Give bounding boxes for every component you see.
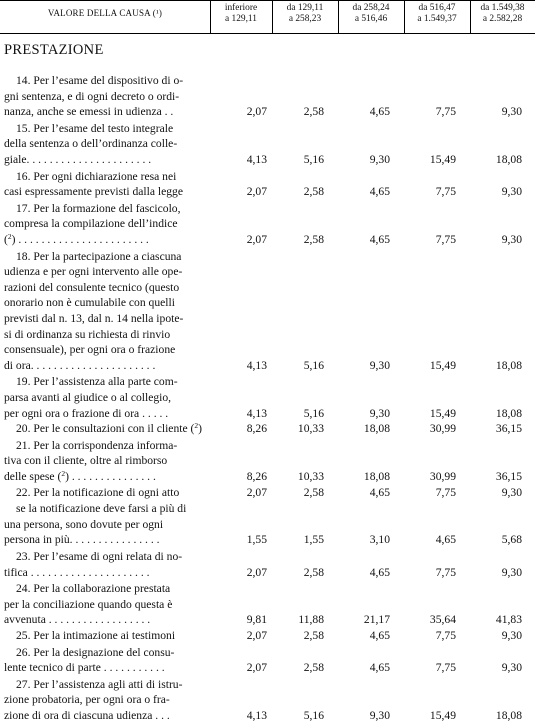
description-line: 25. Per la intimazione ai testimoni: [16, 629, 176, 642]
fee-value-col-3: 4,65: [369, 565, 390, 579]
fee-value-col-1: 8,26: [246, 422, 267, 436]
fee-value-col-1: 2,07: [246, 105, 267, 119]
fee-value-col-3: 4,65: [369, 105, 390, 119]
fee-description: [4, 121, 210, 168]
fee-value-col-1: 2,07: [246, 565, 267, 579]
fee-value-col-4: 15,49: [429, 708, 456, 722]
fee-value-col-5: 41,83: [495, 613, 522, 627]
fee-value-col-4: 7,75: [435, 661, 456, 675]
section-title: PRESTAZIONE: [4, 42, 104, 58]
fee-value-col-4: 15,49: [429, 358, 456, 372]
description-line: persona in più. . . . . . . . . . . . . . . .: [4, 533, 160, 547]
fee-value-col-5: 18,08: [495, 708, 522, 722]
fee-value-col-4: 7,75: [435, 565, 456, 579]
fee-description: [4, 73, 210, 120]
fee-value-col-2: 2,58: [303, 232, 324, 246]
fee-value-col-4: 7,75: [435, 629, 456, 642]
fee-description: [4, 249, 210, 374]
fee-value-col-1: 2,07: [246, 485, 267, 499]
description-line: avvenuta . . . . . . . . . . . . . . . . . .: [4, 613, 151, 627]
fee-value-col-5: 9,30: [501, 661, 522, 675]
fee-value-col-5: 9,30: [501, 485, 522, 499]
fee-description: [4, 677, 210, 724]
fee-value-col-1: 2,07: [246, 185, 267, 199]
table-row: [0, 485, 535, 501]
fee-value-col-5: 9,30: [501, 105, 522, 119]
fee-value-col-1: 9,81: [246, 613, 267, 627]
fee-value-col-3: 4,65: [369, 185, 390, 199]
table-row: [0, 581, 535, 628]
table-row: [0, 645, 535, 676]
fee-value-col-2: 1,55: [303, 533, 324, 547]
description-line: udienza e per ogni intervento alle ope-: [4, 265, 183, 279]
description-line: 23. Per l’esame di ogni relata di no-: [16, 550, 183, 563]
fee-value-col-2: 10,33: [297, 469, 324, 483]
description-line: tifica . . . . . . . . . . . . . . . . . . . . .: [4, 565, 150, 579]
header-col-3: [338, 3, 404, 25]
fee-value-col-4: 7,75: [435, 485, 456, 499]
fee-value-col-1: 2,07: [246, 232, 267, 246]
fee-value-col-2: 5,16: [303, 406, 324, 420]
header-top-rule: [0, 0, 535, 1]
fee-value-col-3: 9,30: [369, 152, 390, 166]
fee-value-col-3: 18,08: [363, 469, 390, 483]
header-col-5-line-1: da 1.549,38: [480, 3, 525, 13]
fee-value-col-2: 5,16: [303, 358, 324, 372]
table-row: [0, 677, 535, 724]
table-row: [0, 549, 535, 580]
table-row: [0, 628, 535, 644]
description-line: 27. Per l’assistenza agli atti di istru-: [16, 677, 183, 691]
fee-value-col-2: 2,58: [303, 629, 324, 642]
fee-value-col-3: 18,08: [363, 422, 390, 436]
fee-description: [4, 374, 210, 421]
fee-description: [4, 201, 210, 248]
table-header: [0, 0, 535, 34]
fee-value-col-3: 4,65: [369, 661, 390, 675]
fee-value-col-1: 4,13: [246, 358, 267, 372]
fee-value-col-3: 9,30: [369, 358, 390, 372]
fee-value-col-3: 3,10: [369, 533, 390, 547]
header-col-2-line-1: da 129,11: [286, 3, 324, 13]
header-col-5-line-2: a 2.582,28: [482, 14, 523, 24]
description-line: 17. Per la formazione del fascicolo,: [16, 201, 181, 215]
header-col-5: [470, 3, 535, 25]
fee-value-col-1: 4,13: [246, 152, 267, 166]
description-line: per ogni ora o frazione di ora . . . . .: [4, 406, 169, 420]
description-line: 26. Per la designazione del consu-: [16, 645, 175, 659]
description-line: si di ordinanza su richiesta di rinvio: [4, 327, 171, 341]
fee-value-col-5: 36,15: [495, 469, 522, 483]
fee-value-col-4: 15,49: [429, 406, 456, 420]
description-line: onorario non è cumulabile con quelli: [4, 296, 175, 310]
description-line: tiva con il cliente, oltre al rimborso: [4, 454, 168, 468]
fee-value-col-5: 18,08: [495, 152, 522, 166]
fee-value-col-1: 1,55: [246, 533, 267, 547]
table-row: [0, 421, 535, 437]
description-line: parsa avanti al giudice o al collegio,: [4, 390, 172, 404]
fee-value-col-2: 2,58: [303, 105, 324, 119]
fee-value-col-4: 7,75: [435, 232, 456, 246]
fee-value-col-2: 5,16: [303, 708, 324, 722]
fee-value-col-5: 9,30: [501, 232, 522, 246]
fee-description: [4, 549, 210, 580]
description-line: 14. Per l’esame del dispositivo di o-: [16, 74, 184, 87]
fee-value-col-4: 7,75: [435, 105, 456, 119]
fee-value-col-4: 15,49: [429, 152, 456, 166]
description-line: giale. . . . . . . . . . . . . . . . . . . . . .: [4, 152, 152, 166]
fee-value-col-3: 21,17: [363, 613, 390, 627]
fee-value-col-1: 2,07: [246, 629, 267, 642]
fee-description: [4, 501, 210, 548]
fee-value-col-1: 2,07: [246, 661, 267, 675]
description-line: zione probatoria, per ogni ora o fra-: [4, 693, 170, 707]
fee-description: [4, 169, 210, 200]
table-row: [0, 374, 535, 421]
description-line: previsti dal n. 13, dal n. 14 nella ipote-: [4, 311, 184, 325]
fee-value-col-5: 18,08: [495, 406, 522, 420]
description-line: nanza, anche se emessi in udienza . .: [4, 105, 174, 119]
description-line: delle spese ($^2$) . . . . . . . . . . . . . . .: [4, 468, 156, 483]
description-line: della sentenza o dell’ordinanza colle-: [4, 137, 178, 151]
fee-value-col-2: 2,58: [303, 485, 324, 499]
fee-description: [4, 485, 210, 501]
description-line: compresa la compilazione dell’indice: [4, 217, 178, 231]
fee-value-col-4: 30,99: [429, 469, 456, 483]
fee-value-col-2: 11,88: [298, 613, 324, 627]
table-row: [0, 169, 535, 200]
header-col-4-line-1: da 516,47: [418, 3, 456, 13]
fee-value-col-2: 5,16: [303, 152, 324, 166]
description-line: zione di ora di ciascuna udienza . . .: [4, 708, 170, 722]
description-line: 21. Per la corrispondenza informa-: [16, 438, 178, 452]
fee-value-col-5: 36,15: [495, 422, 522, 436]
fee-value-col-5: 5,68: [501, 533, 522, 547]
description-line: lente tecnico di parte . . . . . . . . . . .: [4, 661, 165, 675]
fee-value-col-5: 9,30: [501, 629, 522, 642]
fee-description: [4, 421, 210, 437]
description-line: 22. Per la notificazione di ogni atto: [16, 485, 180, 499]
fee-value-col-1: 4,13: [246, 708, 267, 722]
fee-value-col-4: 4,65: [435, 533, 456, 547]
header-col-3-line-2: a 516,46: [354, 14, 388, 24]
description-line: consensuale), per ogni ora o frazione: [4, 343, 176, 357]
header-col-1: [210, 3, 272, 25]
description-line: 20. Per le consultazioni con il cliente ($^2$): [16, 421, 202, 436]
description-line: 19. Per l’assistenza alla parte com-: [16, 375, 178, 389]
fee-value-col-2: 2,58: [303, 565, 324, 579]
description-line: se la notificazione deve farsi a più di: [16, 502, 187, 516]
description-line: per la conciliazione quando questa è: [4, 597, 173, 611]
header-col-3-line-1: da 258,24: [352, 3, 390, 13]
fee-value-col-3: 4,65: [369, 485, 390, 499]
fee-value-col-3: 4,65: [369, 232, 390, 246]
fee-description: [4, 581, 210, 628]
description-line: 15. Per l’esame del testo integrale: [16, 121, 174, 135]
table-row: [0, 249, 535, 374]
header-valore-della-causa: VALORE DELLA CAUSA (¹): [47, 8, 163, 18]
description-line: di ora. . . . . . . . . . . . . . . . . . . . . .: [4, 358, 156, 372]
fee-description: [4, 628, 210, 644]
header-col-2-line-2: a 258,23: [288, 14, 322, 24]
description-line: 18. Per la partecipazione a ciascuna: [16, 249, 182, 263]
fee-value-col-3: 9,30: [369, 406, 390, 420]
fee-value-col-4: 7,75: [435, 185, 456, 199]
fee-value-col-3: 9,30: [369, 708, 390, 722]
fee-description: [4, 645, 210, 676]
fee-value-col-1: 8,26: [246, 469, 267, 483]
fee-value-col-5: 18,08: [495, 358, 522, 372]
header-col-1-line-2: a 129,11: [225, 14, 257, 24]
fee-value-col-3: 4,65: [369, 629, 390, 642]
description-line: una persona, sono dovute per ogni: [4, 517, 164, 531]
table-row: [0, 438, 535, 485]
table-row: [0, 201, 535, 248]
fee-description: [4, 438, 210, 485]
description-line: casi espressamente previsti dalla legge: [4, 185, 183, 199]
fee-value-col-5: 9,30: [501, 185, 522, 199]
description-line: razioni del consulente tecnico (questo: [4, 280, 180, 294]
fee-value-col-2: 2,58: [303, 185, 324, 199]
header-col-4-line-2: a 1.549,37: [417, 14, 457, 24]
fee-value-col-4: 35,64: [429, 613, 456, 627]
header-col-2: [272, 3, 338, 25]
fee-value-col-2: 2,58: [303, 661, 324, 675]
description-line: 24. Per la collaborazione prestata: [16, 582, 171, 596]
header-col-4: [404, 3, 470, 25]
fee-value-col-5: 9,30: [501, 565, 522, 579]
fee-value-col-1: 4,13: [246, 406, 267, 420]
table-row: [0, 121, 535, 168]
fee-value-col-4: 30,99: [429, 422, 456, 436]
fee-value-col-2: 10,33: [297, 422, 324, 436]
table-row: [0, 501, 535, 548]
table-row: [0, 73, 535, 120]
description-line: gni sentenza, e di ogni decreto o ordi-: [4, 89, 180, 103]
header-col-1-line-1: inferiore: [224, 3, 258, 13]
description-line: 16. Per ogni dichiarazione resa nei: [16, 169, 177, 183]
description-line: ($^2$) . . . . . . . . . . . . . . . . . . . . . . .: [4, 231, 149, 246]
